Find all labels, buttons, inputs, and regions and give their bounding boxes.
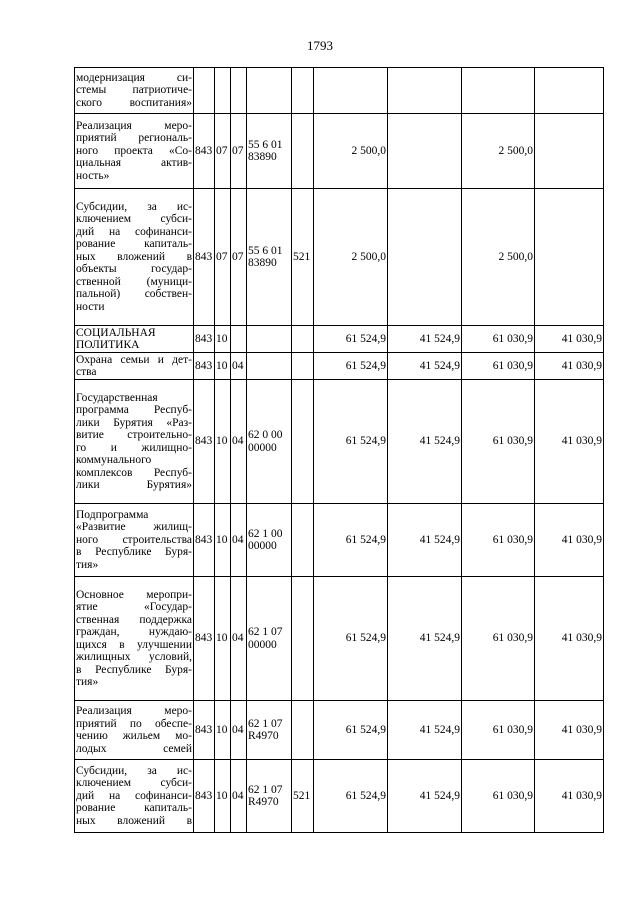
table-row [75,353,604,380]
row-name [75,760,194,833]
row-ved-code: 843 [194,326,215,353]
row-sum-4: 41 030,9 [535,577,604,701]
row-ved-code: 843 [194,577,215,701]
row-ved-code: 843 [194,380,215,504]
row-article-code [247,326,292,353]
row-subsection-code: 07 [231,114,247,189]
budget-table [74,67,604,833]
row-name-line: рование капиталь- [76,802,192,815]
table-row [75,701,604,760]
row-name-line: ятие «Государ- [76,601,192,613]
row-name-line: дий на софинанси- [76,225,192,238]
row-sum-1: 61 524,9 [314,380,388,504]
row-article-code-line: 00000 [248,638,277,651]
row-name-line: Основное меропри- [76,588,192,601]
row-expense-type-code [292,701,314,760]
row-sum-2: 41 524,9 [388,577,462,701]
row-name-line: ность» [76,169,110,182]
row-name-line: ного проекта «Со- [76,144,192,157]
row-name-line: лики Бурятия «Раз- [76,416,192,429]
row-ved-code [194,68,215,114]
row-subsection-code: 04 [231,380,247,504]
row-name [75,353,194,380]
table-row [75,114,604,189]
row-sum-2: 41 524,9 [388,353,462,380]
row-section-code: 07 [215,189,231,326]
row-name-line: комплексов Респуб- [76,466,192,479]
row-name [75,701,194,760]
row-name-line: Подпрограмма [76,508,149,521]
row-article-code-line: 00000 [248,441,277,454]
row-sum-4 [535,68,604,114]
row-ved-code: 843 [194,189,215,326]
row-name-line: модернизация си- [76,71,192,84]
row-sum-2: 41 524,9 [388,760,462,833]
row-sum-2 [388,68,462,114]
row-sum-2: 41 524,9 [388,504,462,577]
row-name-line: дий на софинанси- [76,789,192,802]
row-name-line: лодых семей [76,742,192,755]
row-name [75,189,194,326]
row-sum-2: 41 524,9 [388,701,462,760]
row-name-line: «Развитие жилищ- [76,521,192,534]
row-expense-type-code [292,114,314,189]
row-name [75,577,194,701]
row-name-line: ности [76,300,105,313]
row-sum-1: 61 524,9 [314,504,388,577]
row-subsection-code: 04 [231,353,247,380]
row-name-line: Субсидии, за ис- [76,764,192,777]
row-article-code-line: 55 6 01 [248,244,283,257]
row-name-line: ственной (муници- [76,275,192,288]
row-name-line: СОЦИАЛЬНАЯ [76,326,156,339]
row-ved-code: 843 [194,114,215,189]
table-row [75,326,604,353]
row-name-line: ского воспитания» [76,96,192,109]
row-name-line: рование капиталь- [76,238,192,251]
row-name-line: ства [76,366,97,378]
row-article-code [247,701,292,760]
row-sum-4: 41 030,9 [535,760,604,833]
row-name-line: витие строительно- [76,429,192,441]
row-name-line: жилищных условий, [76,651,192,663]
row-name-line: приятий региональ- [76,132,192,145]
row-section-code: 10 [215,353,231,380]
row-name [75,380,194,504]
row-ved-code: 843 [194,353,215,380]
row-sum-4: 41 030,9 [535,380,604,504]
row-ved-code: 843 [194,504,215,577]
row-name-line: стемы патриотиче- [76,84,192,97]
row-section-code: 10 [215,504,231,577]
row-name-line: ных вложений в [76,814,192,827]
row-article-code [247,114,292,189]
row-article-code-line: 00000 [248,540,277,552]
row-name-line: Реализация меро- [76,705,192,717]
row-name-line: в Республике Буря- [76,546,192,559]
row-name-line: ственная поддержка [76,613,192,626]
row-sum-3: 61 030,9 [462,504,535,577]
row-expense-type-code [292,504,314,577]
row-sum-4 [535,189,604,326]
row-name-line: щихся в улучшении [76,638,192,651]
row-sum-2: 41 524,9 [388,326,462,353]
row-sum-1 [314,68,388,114]
table-row [75,68,604,114]
row-name [75,326,194,353]
row-ved-code: 843 [194,701,215,760]
row-article-code [247,577,292,701]
row-name-line: коммунального [76,454,152,466]
row-sum-3: 61 030,9 [462,380,535,504]
row-article-code-line: 62 1 07 [248,783,283,796]
row-expense-type-code: 521 [292,189,314,326]
row-article-code [247,353,292,380]
row-sum-1: 61 524,9 [314,353,388,380]
row-subsection-code: 04 [231,760,247,833]
row-name-line: граждан, нуждаю- [76,626,192,638]
row-article-code-line: 62 1 07 [248,626,283,638]
row-name-line: ключением субси- [76,213,192,226]
row-subsection-code: 04 [231,504,247,577]
row-subsection-code [231,326,247,353]
row-sum-3: 2 500,0 [462,189,535,326]
row-name-line: Государственная [76,391,158,404]
row-sum-3 [462,68,535,114]
row-article-code-line: 83890 [248,257,277,269]
row-expense-type-code [292,577,314,701]
row-name [75,114,194,189]
row-sum-1: 61 524,9 [314,326,388,353]
row-article-code-line: R4970 [248,730,279,742]
row-sum-4: 41 030,9 [535,701,604,760]
row-name-line: Охрана семьи и дет- [76,353,192,366]
row-article-code [247,760,292,833]
row-name-line: программа Респуб- [76,404,192,416]
row-article-code-line: 62 1 07 [248,717,283,730]
row-article-code-line: 83890 [248,151,277,163]
table-row [75,504,604,577]
row-expense-type-code [292,353,314,380]
row-article-code-line: R4970 [248,796,279,808]
row-sum-3: 61 030,9 [462,353,535,380]
page-number: 1793 [307,38,333,53]
row-sum-2 [388,114,462,189]
row-name-line: в Республике Буря- [76,663,192,676]
row-sum-1: 2 500,0 [314,189,388,326]
row-article-code-line: 62 1 00 [248,527,283,540]
row-expense-type-code [292,380,314,504]
row-sum-4: 41 030,9 [535,326,604,353]
row-sum-4 [535,114,604,189]
row-expense-type-code: 521 [292,760,314,833]
row-name [75,504,194,577]
row-article-code-line: 55 6 01 [248,138,283,151]
row-article-code-line: 62 0 00 [248,429,283,441]
row-sum-3: 61 030,9 [462,701,535,760]
row-name-line: Субсидии, за ис- [76,200,192,213]
row-sum-1: 2 500,0 [314,114,388,189]
row-sum-2: 41 524,9 [388,380,462,504]
row-sum-3: 2 500,0 [462,114,535,189]
row-sum-3: 61 030,9 [462,760,535,833]
row-section-code: 10 [215,760,231,833]
row-section-code: 10 [215,577,231,701]
row-name-line: пальной) собствен- [76,288,192,301]
row-expense-type-code [292,68,314,114]
row-name-line: ПОЛИТИКА [76,339,140,351]
row-subsection-code: 07 [231,189,247,326]
row-expense-type-code [292,326,314,353]
row-section-code [215,68,231,114]
row-name-line: го и жилищно- [76,441,192,454]
row-section-code: 10 [215,380,231,504]
table-body [75,68,604,833]
row-article-code [247,504,292,577]
row-name [75,68,194,114]
row-sum-3: 61 030,9 [462,326,535,353]
row-ved-code: 843 [194,760,215,833]
row-article-code [247,68,292,114]
row-article-code [247,380,292,504]
table-row [75,577,604,701]
row-name-line: приятий по обеспе- [76,717,192,730]
row-subsection-code [231,68,247,114]
row-name-line: объекты государ- [76,263,192,276]
row-sum-1: 61 524,9 [314,701,388,760]
row-name-line: чению жильем мо- [76,730,192,742]
row-section-code: 10 [215,326,231,353]
row-subsection-code: 04 [231,577,247,701]
row-sum-1: 61 524,9 [314,577,388,701]
row-name-line: Реализация меро- [76,119,192,132]
table-row [75,760,604,833]
row-article-code [247,189,292,326]
table-row [75,380,604,504]
row-name-line: циальная актив- [76,157,192,170]
row-sum-3: 61 030,9 [462,577,535,701]
row-name-line: лики Бурятия» [76,479,192,491]
row-name-line: ного строительства [76,533,192,546]
table-row [75,189,604,326]
row-sum-1: 61 524,9 [314,760,388,833]
row-sum-4: 41 030,9 [535,353,604,380]
row-sum-2 [388,189,462,326]
row-name-line: тия» [76,558,99,571]
row-subsection-code: 04 [231,701,247,760]
row-section-code: 07 [215,114,231,189]
row-name-line: ных вложений в [76,250,192,263]
row-section-code: 10 [215,701,231,760]
row-sum-4: 41 030,9 [535,504,604,577]
row-name-line: ключением субси- [76,777,192,790]
row-name-line: тия» [76,676,99,688]
